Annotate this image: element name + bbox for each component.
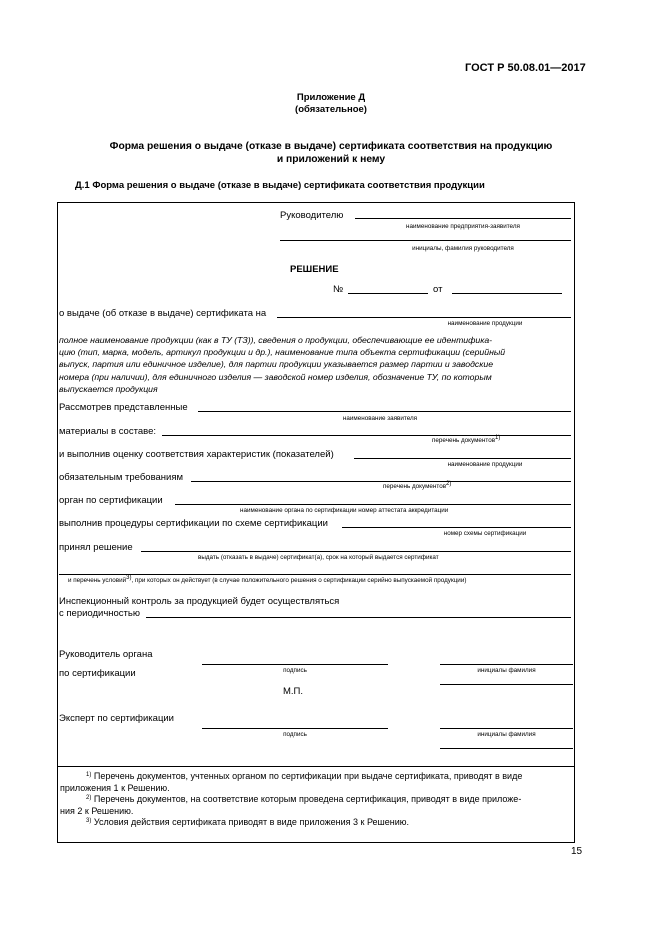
hint-signature2: подпись [283,731,307,738]
instructions-line: выпуск, партия или единичное изделие), для партии продукции указывается размер партии и заводские [59,359,494,370]
requirements-field[interactable] [191,481,571,482]
section-title: Д.1 Форма решения о выдаче (отказе в выдаче) сертификата соответствия продукции [75,180,485,191]
hint-conditions: и перечень условий$^{3)}$, при которых он действует (в случае положительного решения о сертификации серийно выпускаемой продукции) [68,575,467,584]
decision-number-field[interactable] [348,293,428,294]
footnote-ref-3: 3) [126,575,132,581]
enterprise-field[interactable] [355,218,571,219]
inspection-label: Инспекционный контроль за продукцией будет осуществляться [59,596,340,607]
hint-applicant: наименование заявителя [342,415,418,422]
hint-decision: выдать (отказать в выдаче) сертификат(а), срок на который выдается сертификат [198,554,439,561]
footnote-1: $^{1)}$ Перечень документов, учтенных органом по сертификации при выдаче сертификата, приводят в виде [86,771,523,781]
head-body-line1: Руководитель органа [59,649,153,660]
certification-body-field[interactable] [175,504,571,505]
to-head-label: Руководителю [280,210,344,221]
head-body-line2: по сертификации [59,668,136,679]
applicant-field[interactable] [198,411,571,412]
footnote-2: $^{2)}$ Перечень документов, на соответствие которым проведена сертификация, приводят в виде приложе- [86,794,522,805]
hint-docs: перечень документов$^{1)}$ [432,435,501,444]
footnote-3: $^{3)}$ Условия действия сертификата приводят в виде приложения 3 к Решению. [86,817,410,828]
hint-initials2: инициалы фамилия [477,731,536,738]
footnote-1-cont: приложения 1 к Решению. [60,782,170,793]
decision-date-field[interactable] [452,293,562,294]
product-field[interactable] [277,317,571,318]
expert-signature-field[interactable] [202,728,388,729]
expert-initials-field[interactable] [440,728,573,729]
footnote-ref-2: 2) [446,481,452,487]
hint-product: наименование продукции [447,320,523,327]
scheme-field[interactable] [342,527,571,528]
expert-extra-field[interactable] [440,748,573,749]
hint-head-name: инициалы, фамилия руководителя [412,245,514,252]
hint-product2: наименование продукции [447,461,523,468]
hint-scheme: номер схемы сертификации [443,530,527,537]
head-signature-field[interactable] [202,664,388,665]
decision-title: РЕШЕНИЕ [290,264,339,275]
head-extra-field[interactable] [440,684,573,685]
decision-label: принял решение [59,542,133,553]
footnote-2-cont: ния 2 к Решению. [60,805,134,816]
number-label: № [333,284,344,295]
appendix-title: Приложение Д [296,92,366,103]
footnote-ref-1: 1) [495,435,501,441]
appendix-status: (обязательное) [295,104,367,115]
date-label: от [433,284,443,295]
periodicity-label: с периодичностью [59,608,140,619]
instructions-line: номера (при наличии), для единичного изделия — заводской номер изделия, обозначение ТУ, по которым [59,371,492,382]
hint-enterprise: наименование предприятия-заявителя [406,223,520,230]
issue-label: о выдаче (об отказе в выдаче) сертификата на [59,308,267,319]
instructions-line: цию (тип, марка, модель, артикул продукции и др.), наименование типа объекта сертификации (серийный [59,347,506,358]
decision-field[interactable] [141,551,571,552]
head-name-field[interactable] [280,240,571,241]
instructions-line: полное наименование продукции (как в ТУ (ТЗ)), сведения о продукции, обеспечивающие ее идентифика- [59,335,493,345]
head-initials-field[interactable] [440,664,573,665]
hint-docs2: перечень документов$^{2)}$ [383,481,452,490]
materials-label: материалы в составе: [59,426,156,437]
product-instructions [59,334,571,395]
footnotes [60,771,572,829]
body-label: орган по сертификации [59,495,163,506]
form-title-line1: Форма решения о выдаче (отказе в выдаче) сертификата соответствия на продукцию [109,141,553,152]
expert-label: Эксперт по сертификации [59,713,174,724]
conditions-field[interactable] [59,574,571,575]
materials-field[interactable] [162,435,571,436]
assessment-product-field[interactable] [354,458,571,459]
reviewed-label: Рассмотрев представленные [59,402,188,413]
stamp-label: М.П. [283,686,304,697]
page-number: 15 [571,846,583,857]
hint-signature: подпись [283,667,307,674]
form-title-line2: и приложений к нему [276,154,386,165]
assessment-label: и выполнив оценку соответствия характеристик (показателей) [59,449,334,460]
hint-initials: инициалы фамилия [477,667,536,674]
procedure-label: выполнив процедуры сертификации по схеме сертификации [59,518,328,529]
hint-body: наименование органа по сертификации номер аттестата аккредитации [240,507,449,514]
instructions-line: выпускается продукция [59,383,158,394]
footnote-separator [57,766,575,767]
requirements-label: обязательным требованиям [59,472,184,483]
periodicity-field[interactable] [146,617,571,618]
document-code: ГОСТ Р 50.08.01—2017 [465,62,586,74]
